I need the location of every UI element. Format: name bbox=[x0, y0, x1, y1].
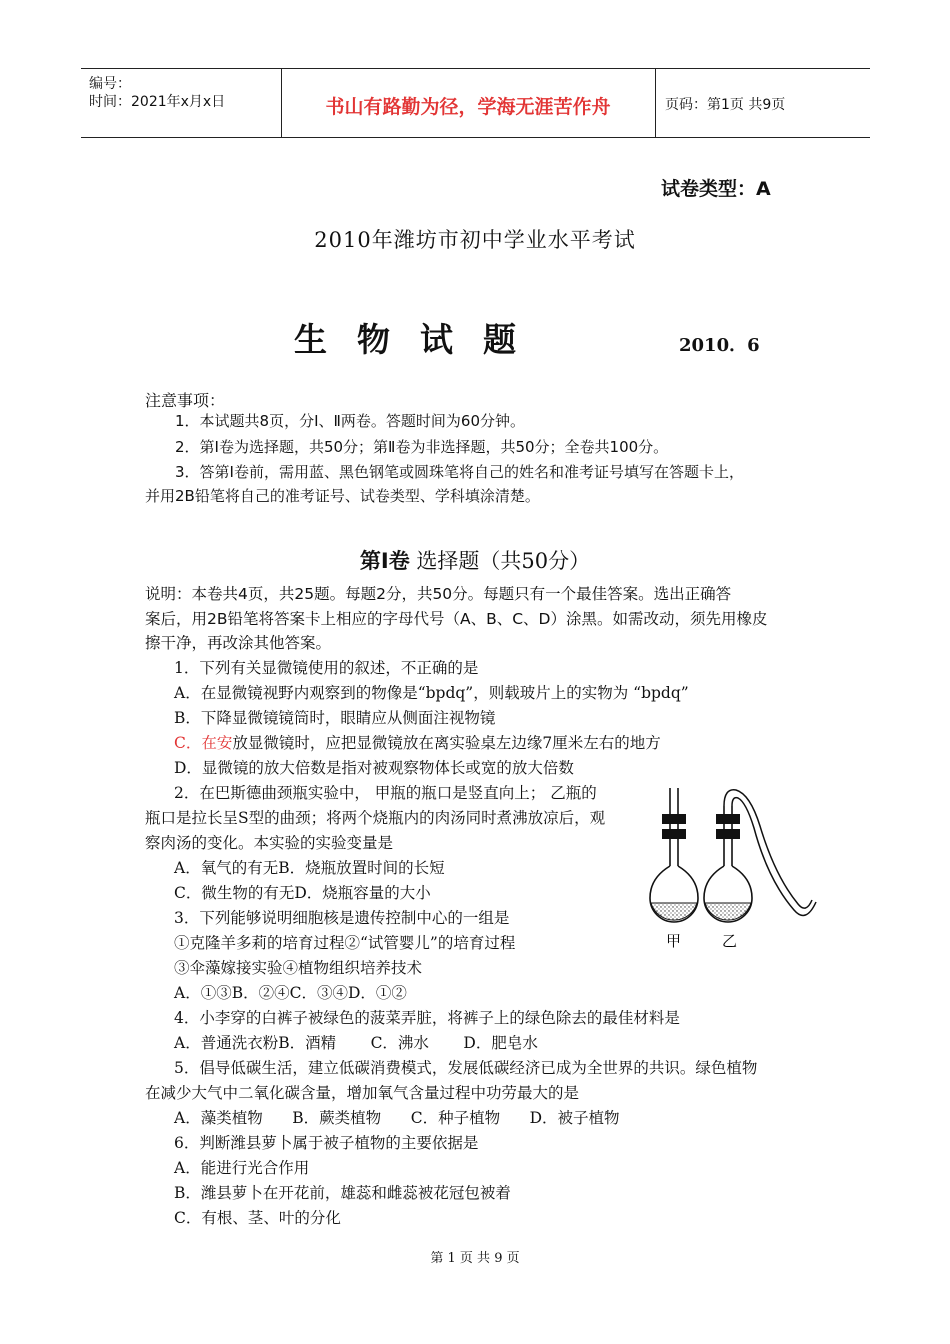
page-footer: 第 1 页 共 9 页 bbox=[430, 1251, 520, 1266]
paper-type: 试卷类型：A bbox=[661, 178, 771, 200]
q6-option-c: C．有根、茎、叶的分化 bbox=[174, 1209, 341, 1227]
question-5: 5．倡导低碳生活，建立低碳消费模式，发展低碳经济已成为全世界的共识。绿色植物 bbox=[174, 1059, 758, 1077]
q5-options: A．藻类植物 B．蕨类植物 C．种子植物 D．被子植物 bbox=[174, 1109, 620, 1127]
header-page-cell bbox=[655, 69, 870, 137]
question-3: 3．下列能够说明细胞核是遗传控制中心的一组是 bbox=[174, 909, 510, 927]
motto: 书山有路勤为径，学海无涯苦作舟 bbox=[325, 96, 611, 118]
q6-option-b: B．潍县萝卜在开花前，雄蕊和雌蕊被花冠包被着 bbox=[174, 1184, 511, 1202]
q3-item-line-1: ①克隆羊多莉的培育过程②“试管婴儿”的培育过程 bbox=[174, 934, 516, 952]
subject-date: 2010．6 bbox=[679, 335, 760, 356]
q3-item-line-2: ③伞藻嫁接实验④植物组织培养技术 bbox=[174, 959, 423, 977]
question-2-line-2: 瓶口是拉长呈S型的曲颈；将两个烧瓶内的肉汤同时煮沸放凉后，观 bbox=[145, 809, 606, 827]
section-title bbox=[0, 545, 950, 575]
q1-option-a: A．在显微镜视野内观察到的物像是“bpdq”，则载玻片上的实物为 “bpdq” bbox=[174, 684, 689, 702]
note-line: 3．答第Ⅰ卷前，需用蓝、黑色钢笔或圆珠笔将自己的姓名和准考证号填写在答题卡上， bbox=[175, 463, 744, 481]
section-title-bold: 第Ⅰ卷 bbox=[359, 549, 410, 573]
q1-option-c-rest: 放显微镜时，应把显微镜放在离实验桌左边缘7厘米左右的地方 bbox=[232, 734, 661, 752]
q6-option-a: A．能进行光合作用 bbox=[174, 1159, 310, 1177]
q2-options-ab: A．氧气的有无B．烧瓶放置时间的长短 bbox=[174, 859, 445, 877]
flask-yi-label: 乙 bbox=[722, 932, 738, 950]
note-line: 2．第Ⅰ卷为选择题，共50分；第Ⅱ卷为非选择题，共50分；全卷共100分。 bbox=[175, 438, 669, 456]
q1-option-c-red: C．在安 bbox=[174, 734, 233, 752]
q4-options: A．普通洗衣粉B．酒精 C．沸水 D．肥皂水 bbox=[174, 1034, 538, 1052]
number-label: 编号： bbox=[89, 76, 131, 92]
q1-option-d: D．显微镜的放大倍数是指对被观察物体长或宽的放大倍数 bbox=[174, 759, 574, 777]
question-1: 1．下列有关显微镜使用的叙述，不正确的是 bbox=[174, 659, 479, 677]
header-info-cell bbox=[81, 69, 282, 137]
question-5-line-2: 在减少大气中二氧化碳含量，增加氧气含量过程中功劳最大的是 bbox=[145, 1084, 580, 1102]
page-header bbox=[81, 68, 870, 138]
header-motto-cell bbox=[281, 69, 656, 137]
subject-title: 生物试题 bbox=[294, 320, 546, 359]
time-label: 时间：2021年x月x日 bbox=[89, 94, 226, 110]
instruction-line: 案后，用2B铅笔将答案卡上相应的字母代号（A、B、C、D）涂黑。如需改动，须先用橡皮 bbox=[145, 610, 768, 628]
flask-jia-label: 甲 bbox=[666, 932, 682, 950]
question-6: 6．判断潍县萝卜属于被子植物的主要依据是 bbox=[174, 1134, 479, 1152]
note-line: 1．本试题共8页，分Ⅰ、Ⅱ两卷。答题时间为60分钟。 bbox=[175, 412, 525, 430]
page-code: 页码：第1页 共9页 bbox=[665, 97, 786, 113]
notes-heading: 注意事项： bbox=[145, 391, 226, 410]
question-2-line-3: 察肉汤的变化。本实验的实验变量是 bbox=[145, 834, 394, 852]
instruction-line: 说明：本卷共4页，共25题。每题2分，共50分。每题只有一个最佳答案。选出正确答 bbox=[145, 585, 732, 603]
instruction-line: 擦干净，再改涂其他答案。 bbox=[145, 634, 332, 652]
note-line: 并用2B铅笔将自己的准考证号、试卷类型、学科填涂清楚。 bbox=[145, 487, 540, 505]
question-4: 4．小李穿的白裤子被绿色的菠菜弄脏，将裤子上的绿色除去的最佳材料是 bbox=[174, 1009, 680, 1027]
pasteur-flask-figure bbox=[640, 786, 820, 956]
flask-yi bbox=[704, 790, 816, 922]
flask-jia bbox=[650, 788, 698, 922]
q2-options-cd: C．微生物的有无D．烧瓶容量的大小 bbox=[174, 884, 431, 902]
q1-option-c bbox=[174, 733, 661, 753]
q1-option-b: B．下降显微镜镜筒时，眼睛应从侧面注视物镜 bbox=[174, 709, 496, 727]
question-2: 2．在巴斯德曲颈瓶实验中， 甲瓶的瓶口是竖直向上； 乙瓶的 bbox=[174, 784, 597, 802]
section-title-rest: 选择题（共50分） bbox=[409, 549, 591, 573]
q3-options: A．①③B．②④C．③④D．①② bbox=[174, 984, 407, 1002]
exam-title: 2010年潍坊市初中学业水平考试 bbox=[314, 228, 636, 252]
